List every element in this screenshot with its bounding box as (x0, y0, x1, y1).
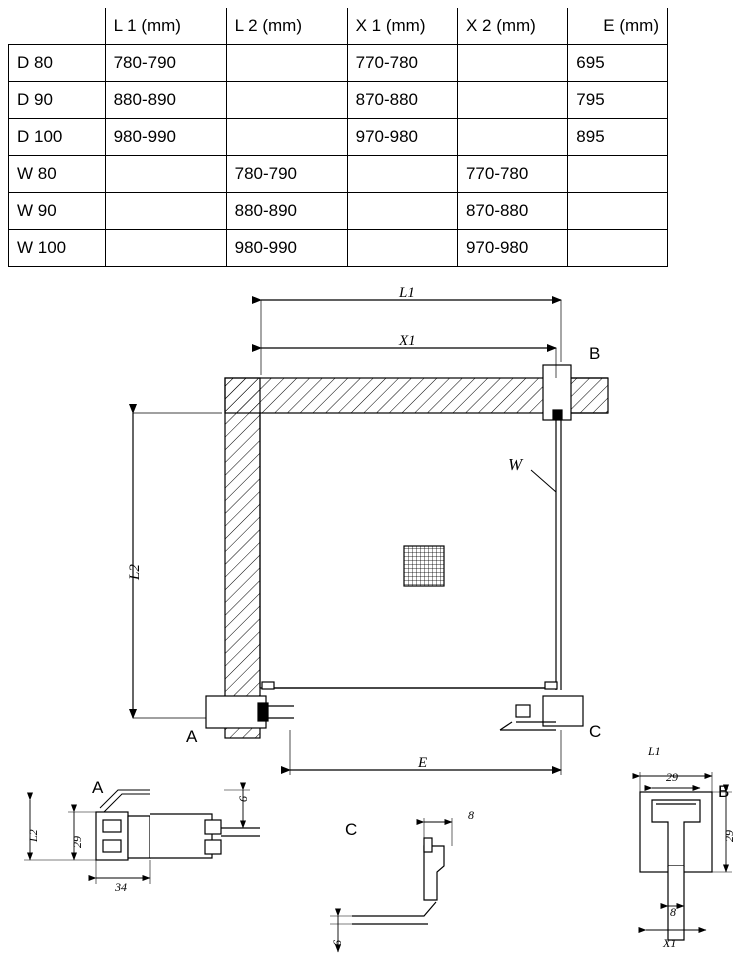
row-label-d90: D 90 (9, 82, 106, 119)
cell-w100-x2: 970-980 (457, 230, 567, 267)
plan-marker-w: W (508, 455, 523, 474)
detail-b-title: B (718, 782, 730, 801)
detail-a-dim-6: 6 (236, 796, 250, 802)
detail-b-dim-29-top: 29 (666, 770, 678, 784)
table-header-x2: X 2 (mm) (457, 8, 567, 45)
row-label-d80: D 80 (9, 45, 106, 82)
table-header-e: E (mm) (568, 8, 668, 45)
plan-dim-l1-label: L1 (399, 285, 415, 301)
cell-w80-l2: 780-790 (226, 156, 347, 193)
cell-w100-l2: 980-990 (226, 230, 347, 267)
row-label-w80: W 80 (9, 156, 106, 193)
cell-d90-e: 795 (568, 82, 668, 119)
plan-dim-l2-label: L2 (127, 564, 143, 580)
table-header-l1: L 1 (mm) (105, 8, 226, 45)
detail-c-dim-6: 6 (330, 940, 344, 946)
detail-b-dim-l1: L1 (648, 744, 661, 758)
plan-marker-b: B (589, 344, 601, 363)
table-header-l2: L 2 (mm) (226, 8, 347, 45)
cell-d100-l1: 980-990 (105, 119, 226, 156)
plan-dim-x1-label: X1 (399, 333, 416, 349)
row-label-w90: W 90 (9, 193, 106, 230)
row-label-d100: D 100 (9, 119, 106, 156)
detail-c-title: C (345, 820, 358, 839)
table-header-x1: X 1 (mm) (347, 8, 457, 45)
detail-c-dim-8: 8 (468, 808, 474, 822)
cell-w90-l2: 880-890 (226, 193, 347, 230)
cell-d100-x1: 970-980 (347, 119, 457, 156)
cell-d80-e: 695 (568, 45, 668, 82)
cell-d100-e: 895 (568, 119, 668, 156)
detail-a-dim-29: 29 (70, 836, 84, 848)
detail-b-dim-x1: X1 (663, 936, 677, 950)
detail-b-dim-29-side: 29 (722, 830, 736, 842)
cell-d80-x1: 770-780 (347, 45, 457, 82)
detail-a-title: A (92, 778, 104, 797)
row-label-w100: W 100 (9, 230, 106, 267)
detail-b-dim-8: 8 (670, 905, 676, 919)
plan-marker-a: A (186, 727, 198, 746)
plan-dim-e-label: E (418, 755, 428, 771)
cell-d90-l1: 880-890 (105, 82, 226, 119)
cell-d90-x1: 870-880 (347, 82, 457, 119)
detail-a-dim-34: 34 (115, 880, 127, 894)
cell-w90-x2: 870-880 (457, 193, 567, 230)
plan-marker-c: C (589, 722, 602, 741)
cell-d80-l1: 780-790 (105, 45, 226, 82)
detail-a-dim-l2: L2 (26, 829, 40, 842)
cell-w80-x2: 770-780 (457, 156, 567, 193)
